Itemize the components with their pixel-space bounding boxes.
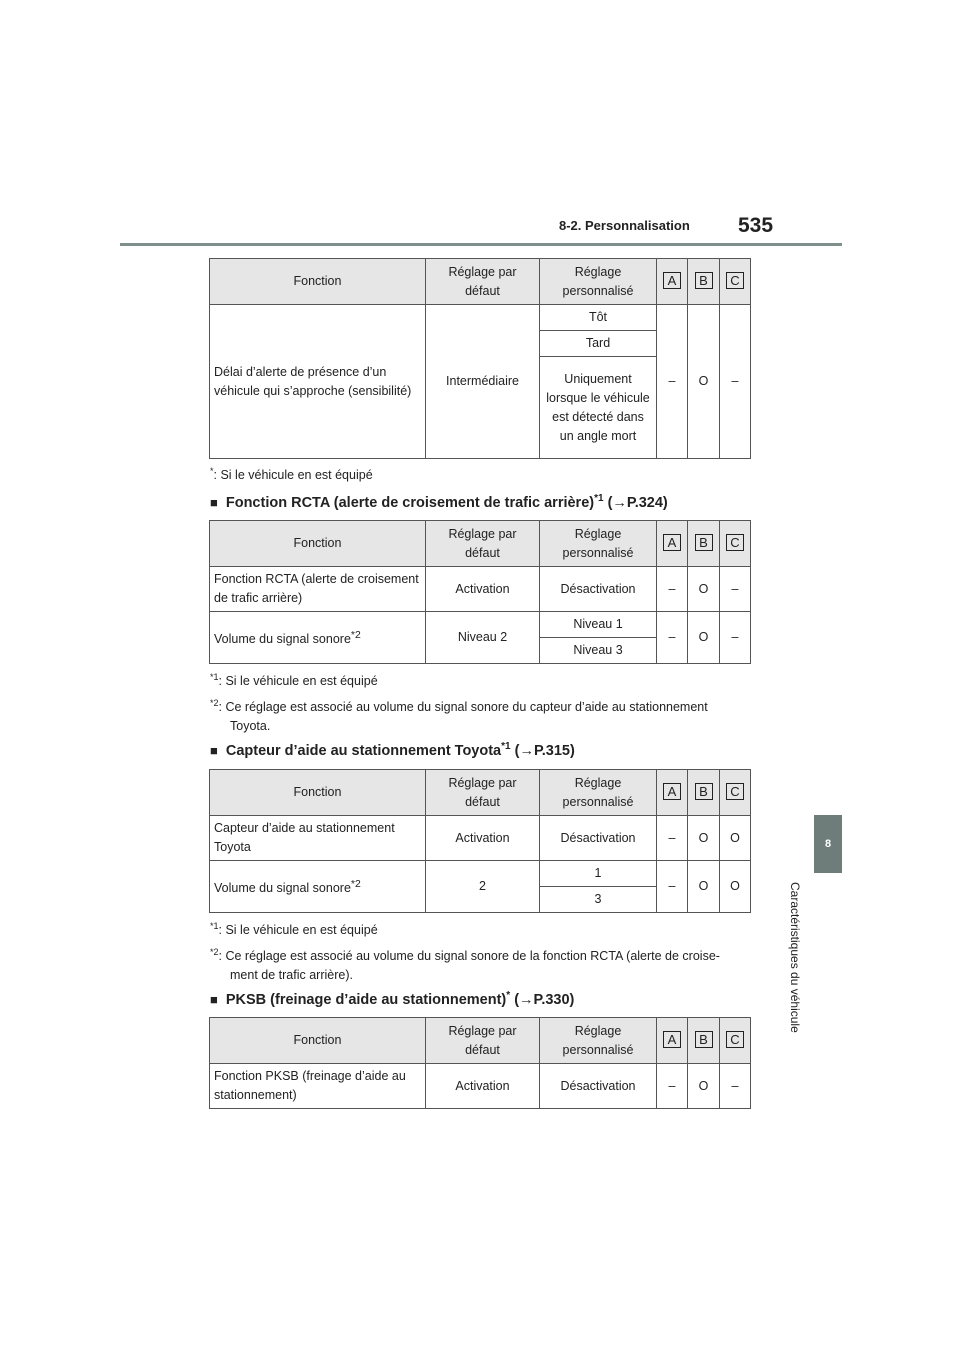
cell-b: O (688, 1064, 720, 1109)
page-reference[interactable]: (→P.324) (607, 494, 668, 511)
col-perso: Réglage personnalisé (540, 259, 657, 305)
col-defaut: Réglage par défaut (426, 521, 540, 567)
col-c-label: C (726, 783, 744, 800)
cell-option: Uniquement lorsque le véhicule est détecté dans un angle mort (540, 357, 657, 459)
cell-defaut: Intermédiaire (426, 305, 540, 459)
footnote-text: : Si le véhicule en est équipé (213, 468, 373, 483)
cell-perso: Désactivation (540, 816, 657, 861)
col-defaut: Réglage par défaut (426, 259, 540, 305)
cell-a: – (657, 305, 688, 459)
cell-a: – (657, 612, 688, 664)
chapter-tab[interactable] (814, 815, 842, 873)
col-c-label: C (726, 272, 744, 289)
col-c (720, 1018, 751, 1064)
cell-fonction: Fonction RCTA (alerte de croisement de trafic arrière) (210, 567, 426, 612)
table-parking-sensor (209, 769, 751, 913)
table-pksb (209, 1017, 751, 1109)
col-perso: Réglage personnalisé (540, 770, 657, 816)
col-fonction: Fonction (210, 259, 426, 305)
cell-defaut: Niveau 2 (426, 612, 540, 664)
page-reference[interactable]: (→P.315) (514, 742, 575, 759)
section-header: 8-2. Personnalisation (559, 218, 690, 233)
cell-perso: Désactivation (540, 567, 657, 612)
cell-fonction (210, 861, 426, 913)
col-a-label: A (663, 1031, 681, 1048)
cell-sup: *2 (350, 878, 361, 890)
cell-defaut: 2 (426, 861, 540, 913)
cell-c: – (720, 612, 751, 664)
square-bullet-icon: ■ (210, 991, 218, 1007)
cell-a: – (657, 861, 688, 913)
cell-a: – (657, 1064, 688, 1109)
footnote-mark: *2 (210, 698, 219, 709)
cell-defaut: Activation (426, 816, 540, 861)
cell-perso: Désactivation (540, 1064, 657, 1109)
cell-fonction-text: Volume du signal sonore (214, 632, 351, 647)
footnote-mark: *1 (210, 921, 219, 931)
col-perso: Réglage personnalisé (540, 1018, 657, 1064)
footnote-text: : Ce réglage est associé au volume du signal sonore du capteur d’aide au stationnement (218, 700, 708, 715)
footnote-continuation: ment de trafic arrière). (230, 968, 353, 983)
cell-defaut: Activation (426, 1064, 540, 1109)
cell-defaut: Activation (426, 567, 540, 612)
col-b (688, 521, 720, 567)
col-b-label: B (695, 272, 713, 289)
square-bullet-icon: ■ (210, 494, 218, 510)
footnote-mark: * (210, 466, 214, 476)
cell-option: Niveau 3 (540, 638, 657, 664)
footnote (210, 668, 708, 691)
col-c-label: C (726, 534, 744, 551)
cell-c: O (720, 861, 751, 913)
footnote (210, 694, 708, 736)
section-title-pksb (210, 990, 574, 1008)
page-number: 535 (738, 214, 774, 237)
footnote-mark: *2 (210, 947, 219, 958)
chapter-number: 8 (824, 838, 832, 850)
cell-c: – (720, 305, 751, 459)
section-title-parking-sensor (210, 741, 575, 759)
footnote-text: : Si le véhicule en est équipé (218, 674, 378, 689)
cell-fonction: Fonction PKSB (freinage d’aide au stationnement) (210, 1064, 426, 1109)
cell-c: – (720, 1064, 751, 1109)
col-c-label: C (726, 1031, 744, 1048)
cell-c: O (720, 816, 751, 861)
cell-b: O (688, 305, 720, 459)
cell-a: – (657, 816, 688, 861)
footnote (210, 943, 720, 985)
col-a (657, 521, 688, 567)
footnote-text: : Si le véhicule en est équipé (218, 923, 378, 938)
footnote (210, 462, 373, 485)
page-reference[interactable]: (→P.330) (514, 991, 575, 1008)
cell-option: 1 (540, 861, 657, 887)
col-b-label: B (695, 783, 713, 800)
cell-a: – (657, 567, 688, 612)
col-a-label: A (663, 534, 681, 551)
section-title-text: PKSB (freinage d’aide au stationnement) (225, 991, 507, 1008)
col-a-label: A (663, 272, 681, 289)
cell-fonction (210, 612, 426, 664)
table-blind-spot (209, 258, 751, 459)
col-perso: Réglage personnalisé (540, 521, 657, 567)
col-b (688, 770, 720, 816)
col-c (720, 259, 751, 305)
cell-c: – (720, 567, 751, 612)
col-fonction: Fonction (210, 521, 426, 567)
cell-fonction: Capteur d’aide au stationnement Toyota (210, 816, 426, 861)
footnote-continuation: Toyota. (230, 719, 271, 734)
footnote (210, 917, 720, 940)
cell-b: O (688, 612, 720, 664)
footnote-text: : Ce réglage est associé au volume du signal sonore de la fonction RCTA (alerte de croise- (218, 949, 720, 964)
footnote-mark: *1 (210, 672, 219, 682)
cell-fonction: Délai d’alerte de présence d’un véhicule qui s’approche (sensibilité) (210, 305, 426, 459)
col-c (720, 770, 751, 816)
footnotes (210, 668, 708, 736)
cell-option: Tôt (540, 305, 657, 331)
section-title-sup: * (506, 990, 511, 1001)
table-rcta (209, 520, 751, 664)
col-b-label: B (695, 1031, 713, 1048)
section-title-text: Fonction RCTA (alerte de croisement de trafic arrière) (225, 494, 595, 511)
col-fonction: Fonction (210, 770, 426, 816)
section-title-text: Capteur d’aide au stationnement Toyota (225, 742, 502, 759)
chapter-side-label: Caractéristiques du véhicule (788, 882, 802, 1033)
col-a (657, 1018, 688, 1064)
col-a (657, 259, 688, 305)
cell-option: Niveau 1 (540, 612, 657, 638)
cell-b: O (688, 861, 720, 913)
col-c (720, 521, 751, 567)
cell-option: Tard (540, 331, 657, 357)
col-b-label: B (695, 534, 713, 551)
col-a (657, 770, 688, 816)
col-defaut: Réglage par défaut (426, 770, 540, 816)
cell-option: 3 (540, 887, 657, 913)
section-title-rcta (210, 493, 668, 511)
cell-b: O (688, 816, 720, 861)
header-divider (120, 243, 842, 246)
col-defaut: Réglage par défaut (426, 1018, 540, 1064)
col-a-label: A (663, 783, 681, 800)
cell-fonction-text: Volume du signal sonore (214, 881, 351, 896)
footnotes (210, 917, 720, 985)
col-b (688, 259, 720, 305)
section-title-sup: *1 (501, 741, 511, 752)
col-fonction: Fonction (210, 1018, 426, 1064)
cell-sup: *2 (350, 629, 361, 641)
cell-b: O (688, 567, 720, 612)
col-b (688, 1018, 720, 1064)
square-bullet-icon: ■ (210, 742, 218, 758)
section-title-sup: *1 (594, 493, 604, 504)
